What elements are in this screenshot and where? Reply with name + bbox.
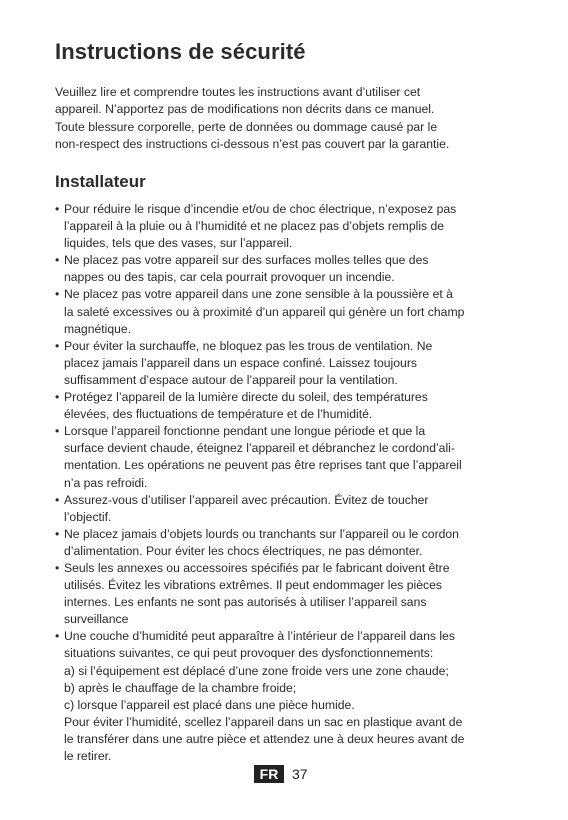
intro-line: Veuillez lire et comprendre toutes les instructions avant d’utiliser cet <box>55 85 421 99</box>
list-item-line: magnétique. <box>64 321 132 336</box>
list-item-line: nappes ou des tapis, car cela pourrait provoquer un incendie. <box>64 270 395 285</box>
list-item-line: le transférer dans une autre pièce et attendez une à deux heures avant de <box>64 731 465 746</box>
list-item <box>55 252 525 286</box>
list-item-line: b) après le chauffage de la chambre froide; <box>64 680 297 695</box>
list-item-line: internes. Les enfants ne sont pas autorisés à utiliser l’appareil sans <box>64 595 427 610</box>
list-item-line: mentation. Les opérations ne peuvent pas être reprises tant que l’appareil <box>64 458 462 473</box>
list-item-line: Ne placez pas votre appareil sur des surfaces molles telles que des <box>64 253 429 268</box>
list-item-line: Pour éviter l’humidité, scellez l’appareil dans un sac en plastique avant de <box>64 714 463 729</box>
list-item-line: Pour réduire le risque d’incendie et/ou de choc électrique, n’exposez pas <box>64 202 457 216</box>
language-badge: FR <box>254 765 284 783</box>
bullet-icon: • <box>55 629 60 644</box>
bullet-icon: • <box>55 338 60 353</box>
section-heading: Installateur <box>55 172 146 191</box>
list-item-line: élevées, des fluctuations de température et de l’humidité. <box>64 407 373 422</box>
list-item-line: Lorsque l’appareil fonctionne pendant une longue période et que la <box>64 424 426 439</box>
list-item-line: la saleté excessives ou à proximité d’un appareil qui génère un fort champ <box>64 304 465 319</box>
list-item-line: Ne placez jamais d’objets lourds ou tranchants sur l’appareil ou le cordon <box>64 526 459 541</box>
list-item-line: c) lorsque l’appareil est placé dans une pièce humide. <box>64 697 355 712</box>
list-item-line: Une couche d’humidité peut apparaître à l’intérieur de l’appareil dans les <box>64 629 455 644</box>
bullet-icon: • <box>55 560 60 575</box>
list-item-line: d’alimentation. Pour éviter les chocs électriques, ne pas démonter. <box>64 543 423 558</box>
list-item <box>55 286 525 337</box>
intro-line: non-respect des instructions ci-dessous n’est pas couvert par la garantie. <box>55 137 450 152</box>
list-item <box>55 423 525 491</box>
list-item <box>55 628 525 765</box>
list-item-line: l’appareil à la pluie ou à l’humidité et ne placez pas d’objets remplis de <box>64 219 445 234</box>
list-item-line: surveillance <box>64 612 129 627</box>
list-item-line: Assurez-vous d’utiliser l’appareil avec précaution. Évitez de toucher <box>64 492 429 507</box>
bullet-icon: • <box>55 492 60 507</box>
list-item-line: Ne placez pas votre appareil dans une zone sensible à la poussière et à <box>64 287 453 302</box>
list-item-line: Pour éviter la surchauffe, ne bloquez pas les trous de ventilation. Ne <box>64 338 433 353</box>
list-item <box>55 526 525 560</box>
bullet-icon: • <box>55 526 60 541</box>
list-item-line: surface devient chaude, éteignez l’appareil et débranchez le cordond’ali- <box>64 441 455 456</box>
list-item-line: a) si l’équipement est déplacé d’une zone froide vers une zone chaude; <box>64 663 449 678</box>
page-number: 37 <box>292 766 308 782</box>
intro-paragraph <box>55 84 515 154</box>
list-item-line: liquides, tels que des vases, sur l’appareil. <box>64 236 293 251</box>
list-item <box>55 492 525 526</box>
list-item <box>55 338 525 389</box>
safety-bullet-list <box>55 201 525 765</box>
bullet-icon: • <box>55 202 60 216</box>
intro-line: Toute blessure corporelle, perte de données ou dommage causé par le <box>55 119 438 134</box>
list-item <box>55 201 525 252</box>
list-item <box>55 389 525 423</box>
list-item-line: situations suivantes, ce qui peut provoquer des dysfonctionnements: <box>64 646 434 661</box>
list-item-line: le retirer. <box>64 749 112 763</box>
list-item <box>55 560 525 628</box>
bullet-icon: • <box>55 390 60 405</box>
list-item-line: placez jamais l’appareil dans un espace confiné. Laissez toujours <box>64 355 417 370</box>
list-item-line: l’objectif. <box>64 509 112 524</box>
bullet-icon: • <box>55 424 60 439</box>
bullet-icon: • <box>55 287 60 302</box>
intro-line: appareil. N’apportez pas de modifications non décrits dans ce manuel. <box>55 102 435 117</box>
page-title: Instructions de sécurité <box>55 39 306 64</box>
list-item-line: Protégez l’appareil de la lumière directe du soleil, des températures <box>64 390 428 405</box>
list-item-line: utilisés. Évitez les vibrations extrêmes. Il peut endommager les pièces <box>64 578 442 593</box>
list-item-line: Seuls les annexes ou accessoires spécifiés par le fabricant doivent être <box>64 560 450 575</box>
page-footer <box>0 764 568 784</box>
bullet-icon: • <box>55 253 60 268</box>
list-item-line: n’a pas refroidi. <box>64 475 148 490</box>
list-item-line: suffisamment d’espace autour de l’appareil pour la ventilation. <box>64 372 398 387</box>
